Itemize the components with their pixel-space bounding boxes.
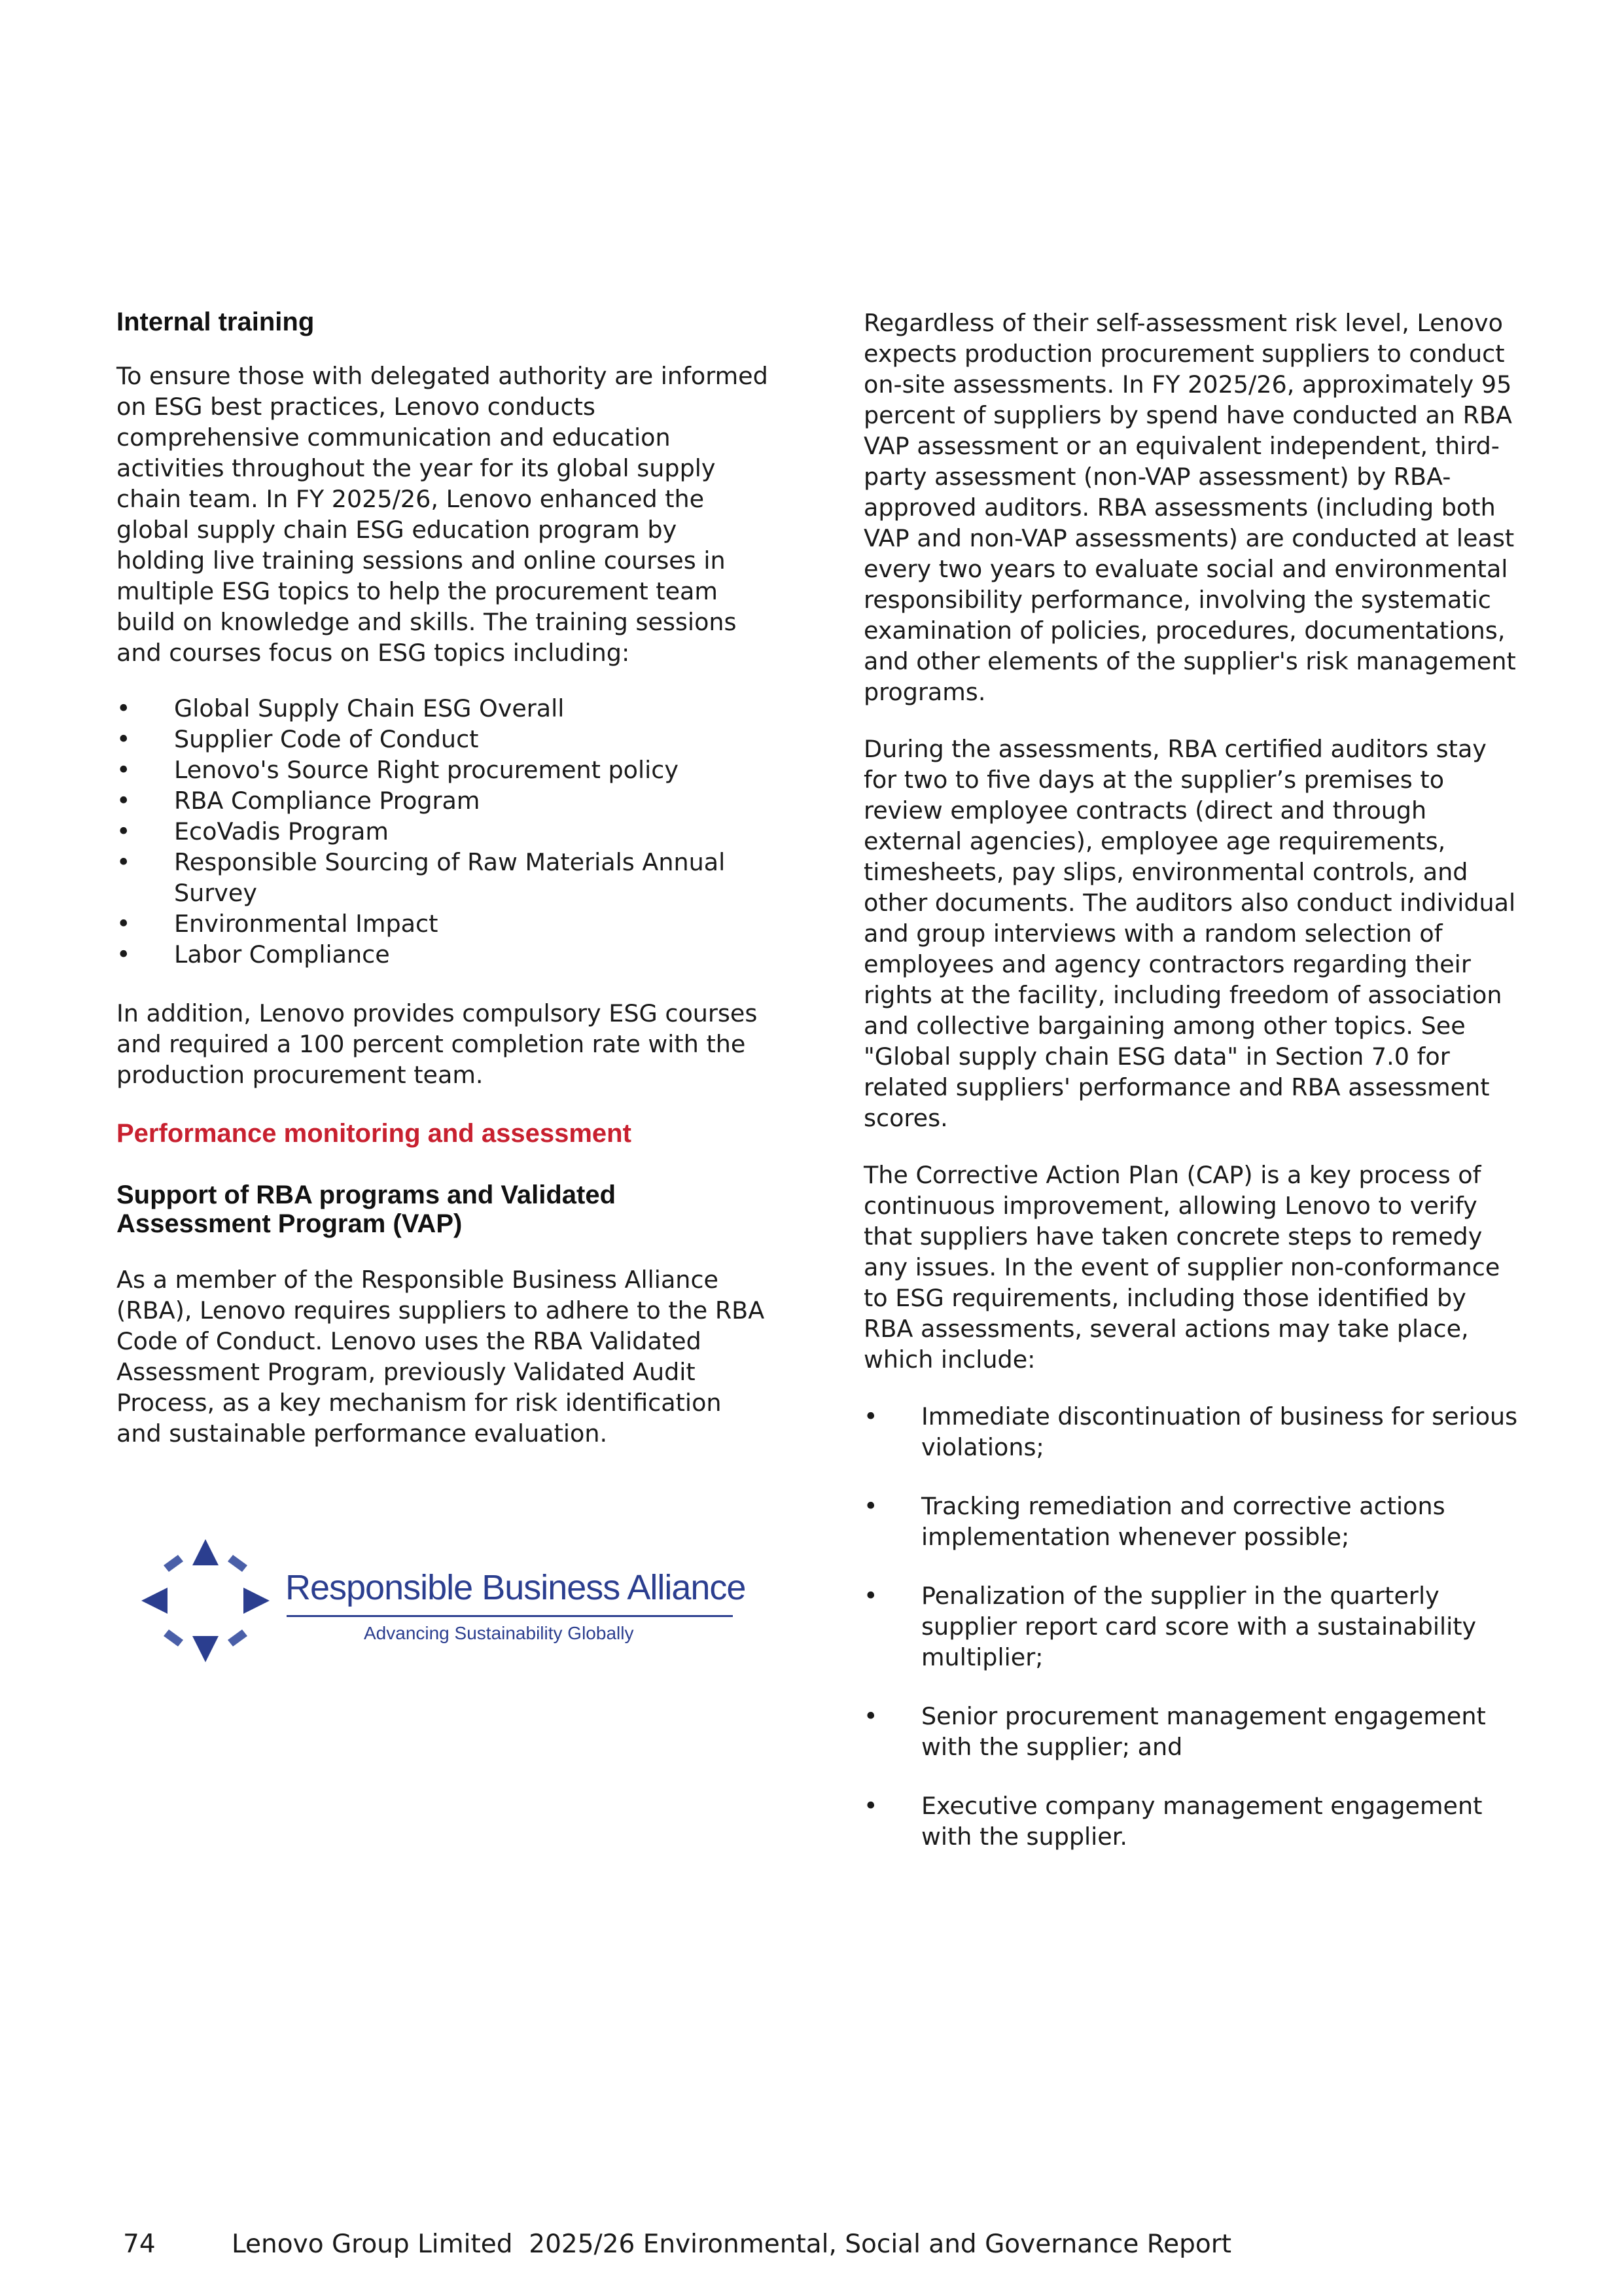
- list-item: • Responsible Sourcing of Raw Materials Annual Survey: [116, 847, 771, 908]
- list-item: • Tracking remediation and corrective actions implementation whenever possible;: [864, 1491, 1518, 1552]
- list-item: • Penalization of the supplier in the quarterly supplier report card score with a sustainability multiplier;: [864, 1580, 1518, 1673]
- assessment-paragraph: Regardless of their self-assessment risk level, Lenovo expects production procurement suppliers to conduct on-site assessments. In FY 2025/26, approximately 95 percent of suppliers by spend have conducted an RBA VAP assessment or an equivalent independent, third-party assessment (non-VAP assessment) by RBA-approved auditors. RBA assessments (including both VAP and non-VAP assessments) are conducted at least every two years to evaluate social and environmental responsibility performance, involving the systematic examination of policies, procedures, documentations, and other elements of the supplier's risk management programs.: [864, 309, 1516, 706]
- report-title: Lenovo Group Limited 2025/26 Environmental, Social and Governance Report: [232, 2230, 1232, 2259]
- rba-heading: Support of RBA programs and Validated Assessment Program (VAP): [116, 1181, 616, 1238]
- list-item: • RBA Compliance Program: [116, 785, 771, 816]
- corrective-actions-list: [864, 1401, 1518, 1852]
- training-topics-list: [116, 693, 771, 970]
- rba-logo-tagline: Advancing Sustainability Globally: [364, 1623, 634, 1643]
- right-column: [864, 308, 1518, 1880]
- list-item: • Environmental Impact: [116, 908, 771, 939]
- rba-logo-name: Responsible Business Alliance: [285, 1568, 746, 1607]
- list-item: • Lenovo's Source Right procurement policy: [116, 755, 771, 785]
- performance-heading: Performance monitoring and assessment: [116, 1119, 631, 1148]
- list-item: • Labor Compliance: [116, 939, 771, 970]
- page-number: 74: [123, 2230, 156, 2259]
- list-item: • Senior procurement management engagement with the supplier; and: [864, 1701, 1518, 1762]
- list-item: • Executive company management engagement with the supplier.: [864, 1790, 1518, 1852]
- auditors-paragraph: During the assessments, RBA certified auditors stay for two to five days at the supplier’s premises to review employee contracts (direct and through external agencies), employee age requirements, timesheets, pay slips, environmental controls, and other documents. The auditors also conduct individual and group interviews with a random selection of employees and agency contractors regarding their rights at the facility, including freedom of association and collective bargaining among other topics. See "Global supply chain ESG data" in Section 7.0 for related suppliers' performance and RBA assessment scores.: [864, 735, 1516, 1132]
- list-item: • Global Supply Chain ESG Overall: [116, 693, 771, 724]
- cap-paragraph: The Corrective Action Plan (CAP) is a key process of continuous improvement, allowing Lenovo to verify that suppliers have taken concrete steps to remedy any issues. In the event of supplier non-conformance to ESG requirements, including those identified by RBA assessments, several actions may take place, which include:: [864, 1161, 1500, 1374]
- list-item: • Supplier Code of Conduct: [116, 724, 771, 755]
- left-column: [116, 308, 771, 1449]
- internal-training-heading: Internal training: [116, 308, 315, 336]
- intro-paragraph: To ensure those with delegated authority are informed on ESG best practices, Lenovo conducts comprehensive communication and education activities throughout the year for its global supply chain team. In FY 2025/26, Lenovo enhanced the global supply chain ESG education program by holding live training sessions and online courses in multiple ESG topics to help the procurement team build on knowledge and skills. The training sessions and courses focus on ESG topics including:: [116, 362, 768, 667]
- list-item: • Immediate discontinuation of business for serious violations;: [864, 1401, 1518, 1463]
- rba-paragraph: As a member of the Responsible Business Alliance (RBA), Lenovo requires suppliers to adhere to the RBA Code of Conduct. Lenovo uses the RBA Validated Assessment Program, previously Validated Audit Process, as a key mechanism for risk identification and sustainable performance evaluation.: [116, 1266, 765, 1448]
- addition-paragraph: In addition, Lenovo provides compulsory ESG courses and required a 100 percent completion rate with the production procurement team.: [116, 999, 758, 1089]
- list-item: • EcoVadis Program: [116, 816, 771, 847]
- rba-logo: [137, 1531, 746, 1669]
